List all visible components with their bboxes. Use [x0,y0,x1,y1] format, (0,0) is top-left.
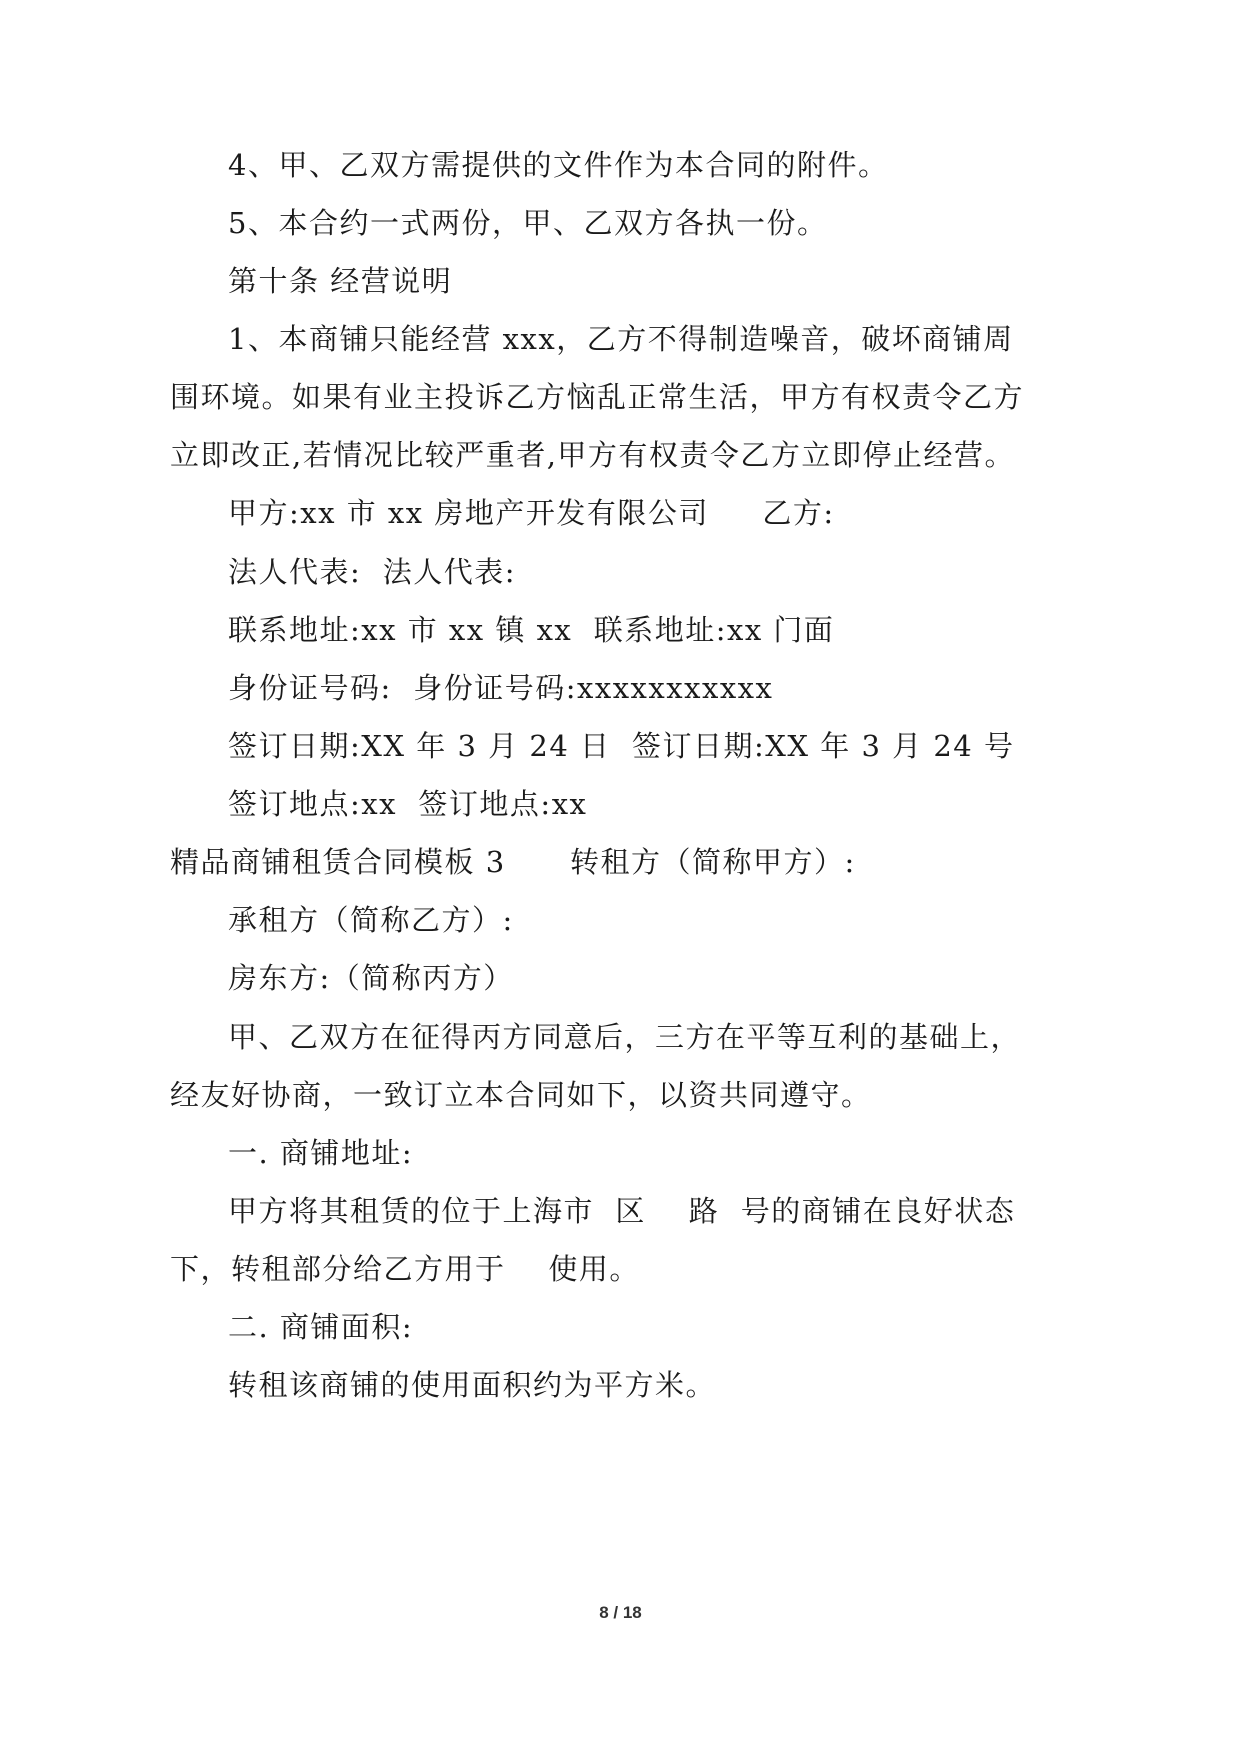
id-numbers: 身份证号码: 身份证号码:xxxxxxxxxxx [228,671,774,705]
section-2-heading: 二. 商铺面积: [228,1310,414,1344]
shop-area-text: 转租该商铺的使用面积约为平方米。 [228,1368,717,1402]
signing-places: 签订地点:xx 签订地点:xx [228,787,588,821]
operation-clause-line-1: 1、本商铺只能经营 xxx，乙方不得制造噪音，破坏商铺周 [228,322,1014,356]
party-a-b-names: 甲方:xx 市 xx 房地产开发有限公司 乙方: [228,496,835,530]
section-10-heading: 第十条 经营说明 [228,264,453,298]
shop-address-line-2: 下，转租部分给乙方用于 使用。 [170,1252,640,1286]
shop-address-line-1: 甲方将其租赁的位于上海市 区 路 号的商铺在良好状态 [228,1194,1016,1228]
template-3-title: 精品商铺租赁合同模板 3 转租方（简称甲方）: [170,845,856,879]
preamble-line-2: 经友好协商，一致订立本合同如下，以资共同遵守。 [170,1078,872,1112]
operation-clause-line-2: 围环境。如果有业主投诉乙方恼乱正常生活，甲方有权责令乙方 [170,380,1025,414]
contact-addresses: 联系地址:xx 市 xx 镇 xx 联系地址:xx 门面 [228,613,835,647]
lessee-party: 承租方（简称乙方）: [228,903,514,937]
landlord-party: 房东方:（简称丙方） [228,961,514,995]
page-number: 8 / 18 [599,1603,642,1622]
operation-clause-line-3: 立即改正,若情况比较严重者,甲方有权责令乙方立即停止经营。 [170,438,1015,472]
signing-dates: 签订日期:XX 年 3 月 24 日 签订日期:XX 年 3 月 24 号 [228,729,1015,763]
legal-representatives: 法人代表: 法人代表: [228,555,516,589]
clause-4-attachments: 4、甲、乙双方需提供的文件作为本合同的附件。 [228,148,889,182]
section-1-heading: 一. 商铺地址: [228,1136,414,1170]
preamble-line-1: 甲、乙双方在征得丙方同意后，三方在平等互利的基础上， [228,1020,1022,1054]
clause-5-copies: 5、本合约一式两份，甲、乙双方各执一份。 [228,206,828,240]
